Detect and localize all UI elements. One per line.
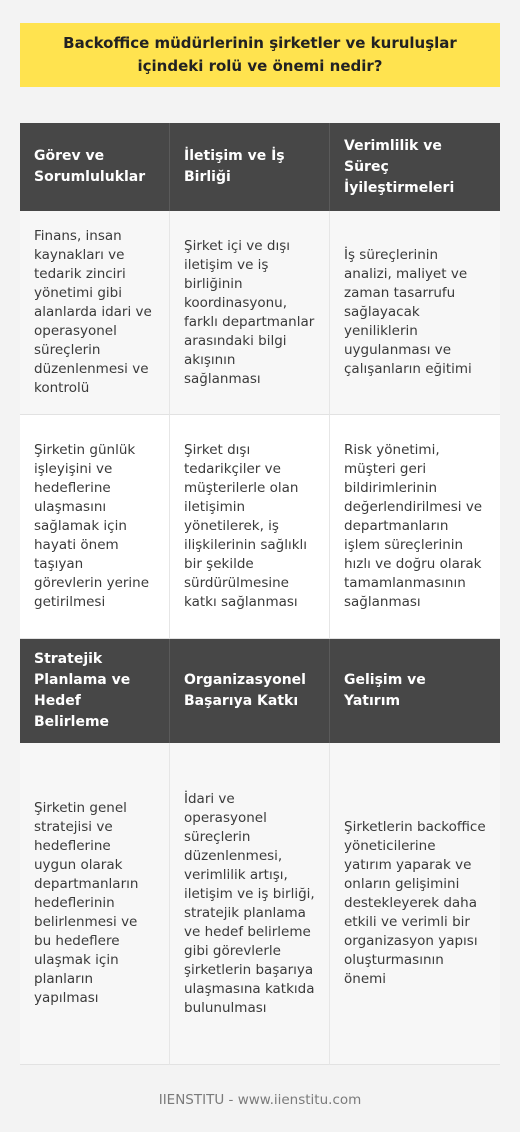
- column-header: Verimlilik ve Süreç İyileştirmeleri: [330, 123, 500, 211]
- column-header: Gelişim ve Yatırım: [330, 639, 500, 743]
- column-header: Stratejik Planlama ve Hedef Belirleme: [20, 639, 170, 743]
- column-header: Görev ve Sorumluluklar: [20, 123, 170, 211]
- footer-credit: IIENSTITU - www.iienstitu.com: [158, 1092, 362, 1108]
- table-cell: Risk yönetimi, müşteri geri bildirimlerinin değerlendirilmesi ve departmanların işlem süreçlerinin hızlı ve doğru olarak tamamlanmasının sağlanması: [330, 415, 500, 639]
- table-cell: Şirketin genel stratejisi ve hedeflerine uygun olarak departmanların hedeflerinin belirlenmesi ve bu hedeflere ulaşmak için planların yapılması: [20, 743, 170, 1065]
- page-title: Backoffice müdürlerinin şirketler ve kuruluşlar içindeki rolü ve önemi nedir?: [20, 23, 500, 87]
- table-cell: Şirket içi ve dışı iletişim ve iş birliğinin koordinasyonu, farklı departmanlar arasındaki bilgi akışının sağlanması: [170, 211, 330, 415]
- table-cell: Şirketlerin backoffice yöneticilerine yatırım yaparak ve onların gelişimini destekleyerek daha etkili ve verimli bir organizasyon yapısı oluşturmasının önemi: [330, 743, 500, 1065]
- table-cell: Finans, insan kaynakları ve tedarik zinciri yönetimi gibi alanlarda idari ve operasyonel süreçlerin düzenlenmesi ve kontrolü: [20, 211, 170, 415]
- column-header: İletişim ve İş Birliği: [170, 123, 330, 211]
- table-cell: Şirket dışı tedarikçiler ve müşterilerle olan iletişimin yönetilerek, iş ilişkilerinin sağlıklı bir şekilde sürdürülmesine katkı sağlanması: [170, 415, 330, 639]
- table-cell: İş süreçlerinin analizi, maliyet ve zaman tasarrufu sağlayacak yeniliklerin uygulanması ve çalışanların eğitimi: [330, 211, 500, 415]
- info-table: [20, 123, 500, 1065]
- column-header: Organizasyonel Başarıya Katkı: [170, 639, 330, 743]
- table-cell: İdari ve operasyonel süreçlerin düzenlenmesi, verimlilik artışı, iletişim ve iş birliği, stratejik planlama ve hedef belirleme gibi görevlerle şirketlerin başarıya ulaşmasına katkıda bulunulması: [170, 743, 330, 1065]
- table-cell: Şirketin günlük işleyişini ve hedeflerine ulaşmasını sağlamak için hayati önem taşıyan görevlerin yerine getirilmesi: [20, 415, 170, 639]
